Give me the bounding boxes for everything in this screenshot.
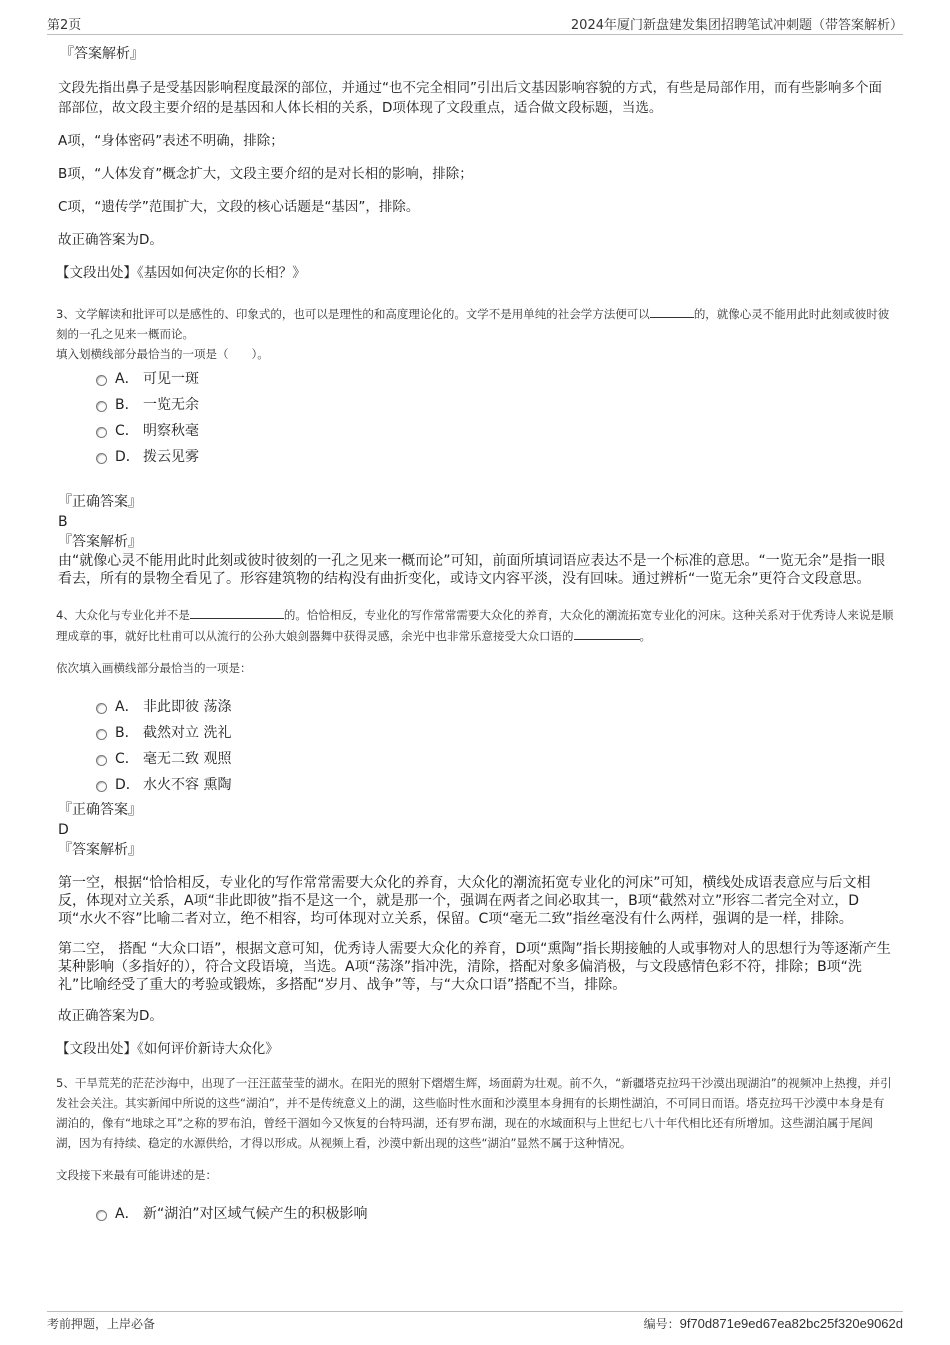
correct-answer-label: 『正确答案』 xyxy=(58,802,142,818)
radio-icon[interactable] xyxy=(96,1210,107,1221)
option-text: 可见一斑 xyxy=(143,371,199,387)
question-instruction: 填入划横线部分最恰当的一项是（ ）。 xyxy=(56,347,269,361)
option-letter: A． xyxy=(115,699,139,715)
correct-answer-value: B xyxy=(58,514,68,530)
correct-answer-value: D xyxy=(58,822,69,838)
option-letter: D． xyxy=(115,449,140,465)
analysis-paragraph: C项，“遗传学”范围扩大，文段的核心话题是“基因”，排除。 xyxy=(58,199,420,215)
options-list xyxy=(56,696,894,800)
radio-icon[interactable] xyxy=(96,427,107,438)
radio-icon[interactable] xyxy=(96,755,107,766)
analysis-paragraph: 由“就像心灵不能用此时此刻或彼时彼刻的一孔之见来一概而论”可知，前面所填词语应表达不是一个标准的意思。“一览无余”是指一眼看去，所有的景物全看见了。形容建筑物的结构没有曲折变化，或诗文内容平淡，没有回味。通过辨析“一览无余”更符合文段意思。 xyxy=(58,553,886,587)
option-text: 截然对立 洗礼 xyxy=(143,725,232,741)
analysis-paragraph: 第一空，根据“恰恰相反，专业化的写作常常需要大众化的养育，大众化的潮流拓宽专业化的河床”可知，横线处成语表意应与后文相反，体现对立关系，A项“非此即彼”指不是这一个，就是那一个，强调在两者之间必取其一，B项“截然对立”形容二者完全对立，D项“水火不容”比喻二者对立，绝不相容，均可体现对立关系，保留。C项“毫无二致”指丝毫没有什么两样，强调的是一样，排除。 xyxy=(58,875,871,927)
analysis-paragraph: 文段先指出鼻子是受基因影响程度最深的部位，并通过“也不完全相同”引出后文基因影响容貌的方式，有些是局部作用，而有些影响多个面部部位，故文段主要介绍的是基因和人体长相的关系，D项体现了文段重点，适合做文段标题，当选。 xyxy=(58,80,882,116)
option-letter: B． xyxy=(115,725,139,741)
passage-source: 【文段出处】《基因如何决定你的长相？》 xyxy=(56,265,306,281)
option-letter: D． xyxy=(115,777,140,793)
fill-blank xyxy=(574,625,640,640)
option-a[interactable] xyxy=(56,696,894,722)
question-5 xyxy=(56,1073,894,1229)
radio-icon[interactable] xyxy=(96,703,107,714)
analysis-paragraph: 第二空， 搭配 “大众口语”，根据文意可知，优秀诗人需要大众化的养育，D项“熏陶”指长期接触的人或事物对人的思想行为等逐渐产生某种影响（多指好的），符合文段语境，当选。A项“荡涤”指冲洗，清除，搭配对象多偏消极，与文段感情色彩不符，排除；B项“洗礼”比喻经受了重大的考验或锻炼，多搭配“岁月、战争”等，与“大众口语”搭配不当，排除。 xyxy=(58,941,891,993)
radio-icon[interactable] xyxy=(96,375,107,386)
options-list xyxy=(56,368,894,472)
option-text: 新“湖泊”对区域气候产生的积极影响 xyxy=(143,1206,368,1222)
option-text: 非此即彼 荡涤 xyxy=(143,699,232,715)
option-letter: A． xyxy=(115,371,139,387)
option-b[interactable] xyxy=(56,394,894,420)
question-instruction: 文段接下来最有可能讲述的是： xyxy=(56,1168,217,1182)
option-letter: C． xyxy=(115,751,139,767)
page-footer xyxy=(47,1311,903,1335)
question-stem-part: 4、大众化与专业化并不是 xyxy=(56,608,190,622)
question-stem-part: 3、文学解读和批评可以是感性的、印象式的，也可以是理性的和高度理论化的。文学不是用单纯的社会学方法便可以 xyxy=(56,307,650,321)
page-header xyxy=(47,14,903,35)
correct-answer-label: 『正确答案』 xyxy=(58,494,142,510)
option-d[interactable] xyxy=(56,446,894,472)
option-a[interactable] xyxy=(56,1203,894,1229)
question-stem: 5、干旱荒芜的茫茫沙海中，出现了一汪汪蓝莹莹的湖水。在阳光的照射下熠熠生辉，场面蔚为壮观。前不久，“新疆塔克拉玛干沙漠出现湖泊”的视频冲上热搜，并引发社会关注。其实新闻中所说的这些“湖泊”，并不是传统意义上的湖，这些临时性水面和沙漠里本身拥有的长期性湖泊，不可同日而语。塔克拉玛干沙漠中本身是有湖泊的，像有“地球之耳”之称的罗布泊，曾经干涸如今又恢复的台特玛湖，还有罗布湖，现在的水域面积与上世纪七八十年代相比还有所增加。这些湖泊属于尾闾湖，因为有持续、稳定的水源供给，才得以形成。从视频上看，沙漠中新出现的这些“湖泊”显然不属于这种情况。 xyxy=(56,1076,892,1150)
option-b[interactable] xyxy=(56,722,894,748)
code-label: 编号： xyxy=(643,1317,680,1331)
option-text: 水火不容 熏陶 xyxy=(143,777,232,793)
analysis-label: 『答案解析』 xyxy=(60,46,144,62)
radio-icon[interactable] xyxy=(96,729,107,740)
radio-icon[interactable] xyxy=(96,401,107,412)
option-d[interactable] xyxy=(56,774,894,800)
option-c[interactable] xyxy=(56,420,894,446)
option-text: 明察秋毫 xyxy=(143,423,199,439)
analysis-paragraph: B项，“人体发育”概念扩大，文段主要介绍的是对长相的影响，排除； xyxy=(58,166,473,182)
option-letter: B． xyxy=(115,397,139,413)
option-letter: A． xyxy=(115,1206,139,1222)
radio-icon[interactable] xyxy=(96,781,107,792)
footer-slogan: 考前押题，上岸必备 xyxy=(47,1317,156,1331)
question-instruction: 依次填入画横线部分最恰当的一项是： xyxy=(56,661,252,675)
question-4 xyxy=(56,604,894,1059)
question-stem-part: 的，就像心灵不能用此时此刻或彼时彼刻的一孔之见来一概而论。 xyxy=(56,307,890,341)
option-text: 毫无二致 观照 xyxy=(143,751,232,767)
question-stem xyxy=(56,303,894,344)
page-content xyxy=(56,44,894,1229)
code-value: 9f70d871e9ed67ea82bc25f320e9062d xyxy=(679,1316,903,1331)
document-title: 2024年厦门新盘建发集团招聘笔试冲刺题（带答案解析） xyxy=(570,18,903,33)
option-a[interactable] xyxy=(56,368,894,394)
question-stem-part: 的。恰恰相反，专业化的写作常常需要大众化的养育，大众化的潮流拓宽专业化的河床。这种关系对于优秀诗人来说是顺理成章的事，就好比杜甫可以从流行的公孙大娘剑器舞中获得灵感，余光中也非常乐意接受大众口语的 xyxy=(56,608,894,643)
radio-icon[interactable] xyxy=(96,453,107,464)
page-number: 第2页 xyxy=(47,18,82,33)
option-c[interactable] xyxy=(56,748,894,774)
analysis-paragraph: A项，“身体密码”表述不明确，排除； xyxy=(58,133,284,149)
analysis-paragraph: 故正确答案为D。 xyxy=(58,1008,163,1024)
analysis-paragraph: 故正确答案为D。 xyxy=(58,232,163,248)
option-text: 拨云见雾 xyxy=(143,449,199,465)
question-3 xyxy=(56,303,894,588)
document-code xyxy=(644,1315,903,1332)
analysis-label: 『答案解析』 xyxy=(58,842,142,858)
question-stem xyxy=(56,604,894,646)
option-text: 一览无余 xyxy=(143,397,199,413)
option-letter: C． xyxy=(115,423,139,439)
passage-source: 【文段出处】《如何评价新诗大众化》 xyxy=(56,1041,279,1057)
question-stem-part: 。 xyxy=(639,629,651,643)
options-list xyxy=(56,1203,894,1229)
fill-blank xyxy=(650,303,694,318)
fill-blank xyxy=(190,604,284,619)
analysis-label: 『答案解析』 xyxy=(58,534,142,550)
